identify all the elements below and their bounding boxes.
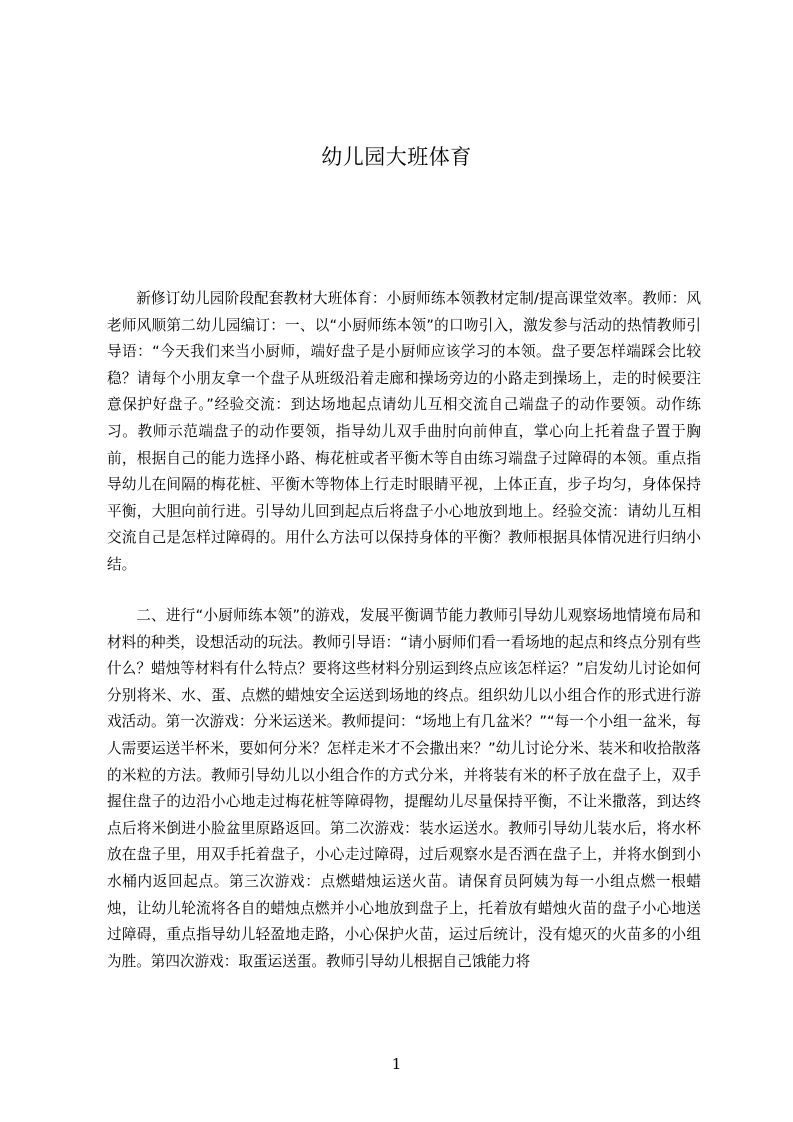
body-paragraph-1: 新修订幼儿园阶段配套教材大班体育：小厨师练本领教材定制/提高课堂效率。教师：风老师风顺第二幼儿园编订：一、以“小厨师练本领”的口吻引入，激发参与活动的热情教师引导语：“今天我们来当小厨师，端好盘子是小厨师应该学习的本领。盘子要怎样端踩会比较稳？请每个小朋友拿一个盘子从班级沿着走廊和操场旁边的小路走到操场上，走的时候要注意保护好盘子。”经验交流：到达场地起点请幼儿互相交流自己端盘子的动作要领。动作练习。教师示范端盘子的动作要领，指导幼儿双手曲肘向前伸直，掌心向上托着盘子置于胸前，根据自己的能力选择小路、梅花桩或者平衡木等自由练习端盘子过障碍的本领。重点指导幼儿在间隔的梅花桩、平衡木等物体上行走时眼睛平视，上体正直，步子均匀，身体保持平衡，大胆向前行进。引导幼儿回到起点后将盘子小心地放到地上。经验交流：请幼儿互相交流自己是怎样过障碍的。用什么方法可以保持身体的平衡？教师根据具体情况进行归纳小结。 xyxy=(107,290,701,573)
document-title: 幼儿园大班体育 xyxy=(321,145,472,169)
body-paragraph-2: 二、进行“小厨师练本领”的游戏，发展平衡调节能力教师引导幼儿观察场地情境布局和材料的种类，设想活动的玩法。教师引导语：“请小厨师们看一看场地的起点和终点分别有些什么？蜡烛等材料有什么特点？要将这些材料分别运到终点应该怎样运？”启发幼儿讨论如何分别将米、水、蛋、点燃的蜡烛安全运送到场地的终点。组织幼儿以小组合作的形式进行游戏活动。第一次游戏：分米运送米。教师提问：“场地上有几盆米？”“每一个小组一盆米，每人需要运送半杯米，要如何分米？怎样走米才不会撒出来？”幼儿讨论分米、装米和收拾散落的米粒的方法。教师引导幼儿以小组合作的方式分米，并将装有米的杯子放在盘子上，双手握住盘子的边沿小心地走过梅花桩等障碍物，提醒幼儿尽量保持平衡，不让米撒落，到达终点后将米倒进小脸盆里原路返回。第二次游戏：装水运送水。教师引导幼儿装水后，将水杯放在盘子里，用双手托着盘子，小心走过障碍，过后观察水是否洒在盘子上，并将水倒到小水桶内返回起点。第三次游戏：点燃蜡烛运送火苗。请保育员阿姨为每一小组点燃一根蜡烛，让幼儿轮流将各自的蜡烛点燃并小心地放到盘子上，托着放有蜡烛火苗的盘子小心地送过障碍，重点指导幼儿轻盈地走路，小心保护火苗，运过后统计，没有熄灭的火苗多的小组为胜。第四次游戏：取蛋运送蛋。教师引导幼儿根据自己饿能力将 xyxy=(107,607,701,970)
page-number: 1 xyxy=(391,1055,402,1073)
